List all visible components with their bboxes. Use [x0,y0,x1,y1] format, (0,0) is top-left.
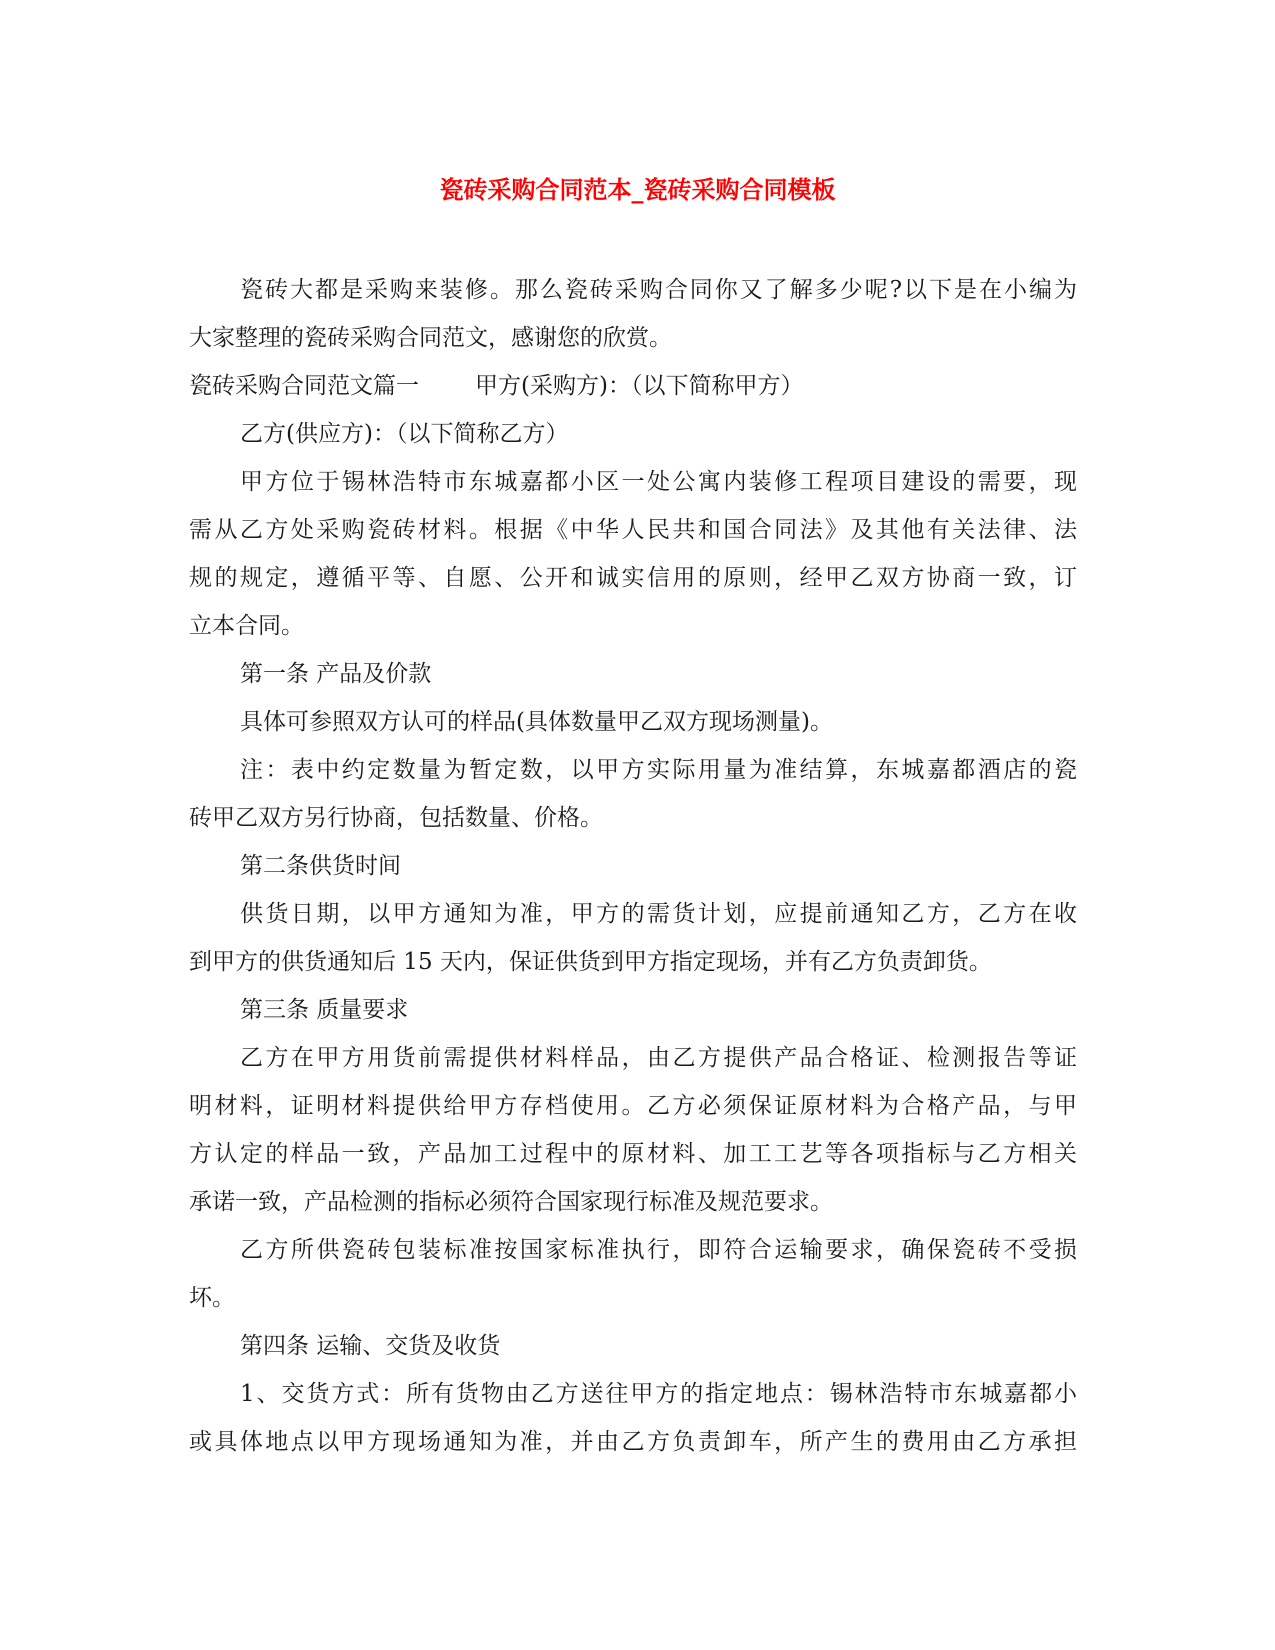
party-a-label: 甲方(采购方)：（以下简称甲方） [475,373,804,399]
text-span: 供货日期，以甲方通知为准，甲方的需货计划，应提前通知乙方，乙方在收 [240,901,1077,927]
paragraph-line [189,938,1077,986]
text-span: 注：表中约定数量为暂定数，以甲方实际用量为准结算，东城嘉都酒店的瓷 [240,757,1077,783]
section-heading: 瓷砖采购合同范文篇一 [189,373,419,399]
text-span: 承诺一致，产品检测的指标必须符合国家现行标准及规范要求。 [189,1189,833,1215]
document-title: 瓷砖采购合同范本_瓷砖采购合同模板 [439,175,836,204]
text-span: 砖甲乙双方另行协商，包括数量、价格。 [189,805,603,831]
paragraph-line [189,1130,1077,1178]
paragraph-line [189,314,1077,362]
text-span: 瓷砖大都是采购来装修。那么瓷砖采购合同你又了解多少呢?以下是在小编为 [240,277,1077,303]
text-span: 第三条 质量要求 [240,997,409,1023]
paragraph-line [189,794,1077,842]
text-span: 大家整理的瓷砖采购合同范文，感谢您的欣赏。 [189,325,672,351]
text-span: 乙方在甲方用货前需提供材料样品，由乙方提供产品合格证、检测报告等证 [240,1045,1077,1071]
text-span: 甲方位于锡林浩特市东城嘉都小区一处公寓内装修工程项目建设的需要，现 [240,469,1077,495]
paragraph-line [189,554,1077,602]
paragraph-line [189,698,1077,746]
text-span: 明材料，证明材料提供给甲方存档使用。乙方必须保证原材料为合格产品，与甲 [189,1093,1077,1119]
paragraph-line [189,362,1077,410]
text-span: 需从乙方处采购瓷砖材料。根据《中华人民共和国合同法》及其他有关法律、法 [189,517,1077,543]
paragraph-line [189,746,1077,794]
text-span: 第二条供货时间 [240,853,401,879]
article-heading [189,1322,1077,1370]
text-span: 立本合同。 [189,613,304,639]
paragraph-line [189,1082,1077,1130]
text-span: 到甲方的供货通知后 15 天内，保证供货到甲方指定现场，并有乙方负责卸货。 [189,949,992,975]
text-span: 坏。 [189,1285,235,1311]
article-heading [189,650,1077,698]
text-span: 具体可参照双方认可的样品(具体数量甲乙双方现场测量)。 [240,709,833,735]
paragraph-line [189,1226,1077,1274]
text-span: 或具体地点以甲方现场通知为准，并由乙方负责卸车，所产生的费用由乙方承担 [189,1429,1077,1455]
text-span: 方认定的样品一致，产品加工过程中的原材料、加工工艺等各项指标与乙方相关 [189,1141,1077,1167]
paragraph-line [189,1418,1077,1466]
article-heading [189,842,1077,890]
paragraph-line [189,890,1077,938]
paragraph-line [189,266,1077,314]
text-span: 乙方所供瓷砖包装标准按国家标准执行，即符合运输要求，确保瓷砖不受损 [240,1237,1077,1263]
paragraph-line [189,1370,1077,1418]
paragraph-line [189,410,1077,458]
paragraph-line [189,458,1077,506]
article-heading [189,986,1077,1034]
text-span: 第四条 运输、交货及收货 [240,1333,501,1359]
paragraph-line [189,1274,1077,1322]
paragraph-line [189,506,1077,554]
text-span: 1、交货方式：所有货物由乙方送往甲方的指定地点：锡林浩特市东城嘉都小 [240,1381,1077,1407]
paragraph-line [189,602,1077,650]
document-body [189,266,1077,1466]
paragraph-line [189,1034,1077,1082]
party-b-label: 乙方(供应方)：（以下简称乙方） [240,421,569,447]
paragraph-line [189,1178,1077,1226]
text-span: 规的规定，遵循平等、自愿、公开和诚实信用的原则，经甲乙双方协商一致，订 [189,565,1077,591]
text-span: 第一条 产品及价款 [240,661,432,687]
